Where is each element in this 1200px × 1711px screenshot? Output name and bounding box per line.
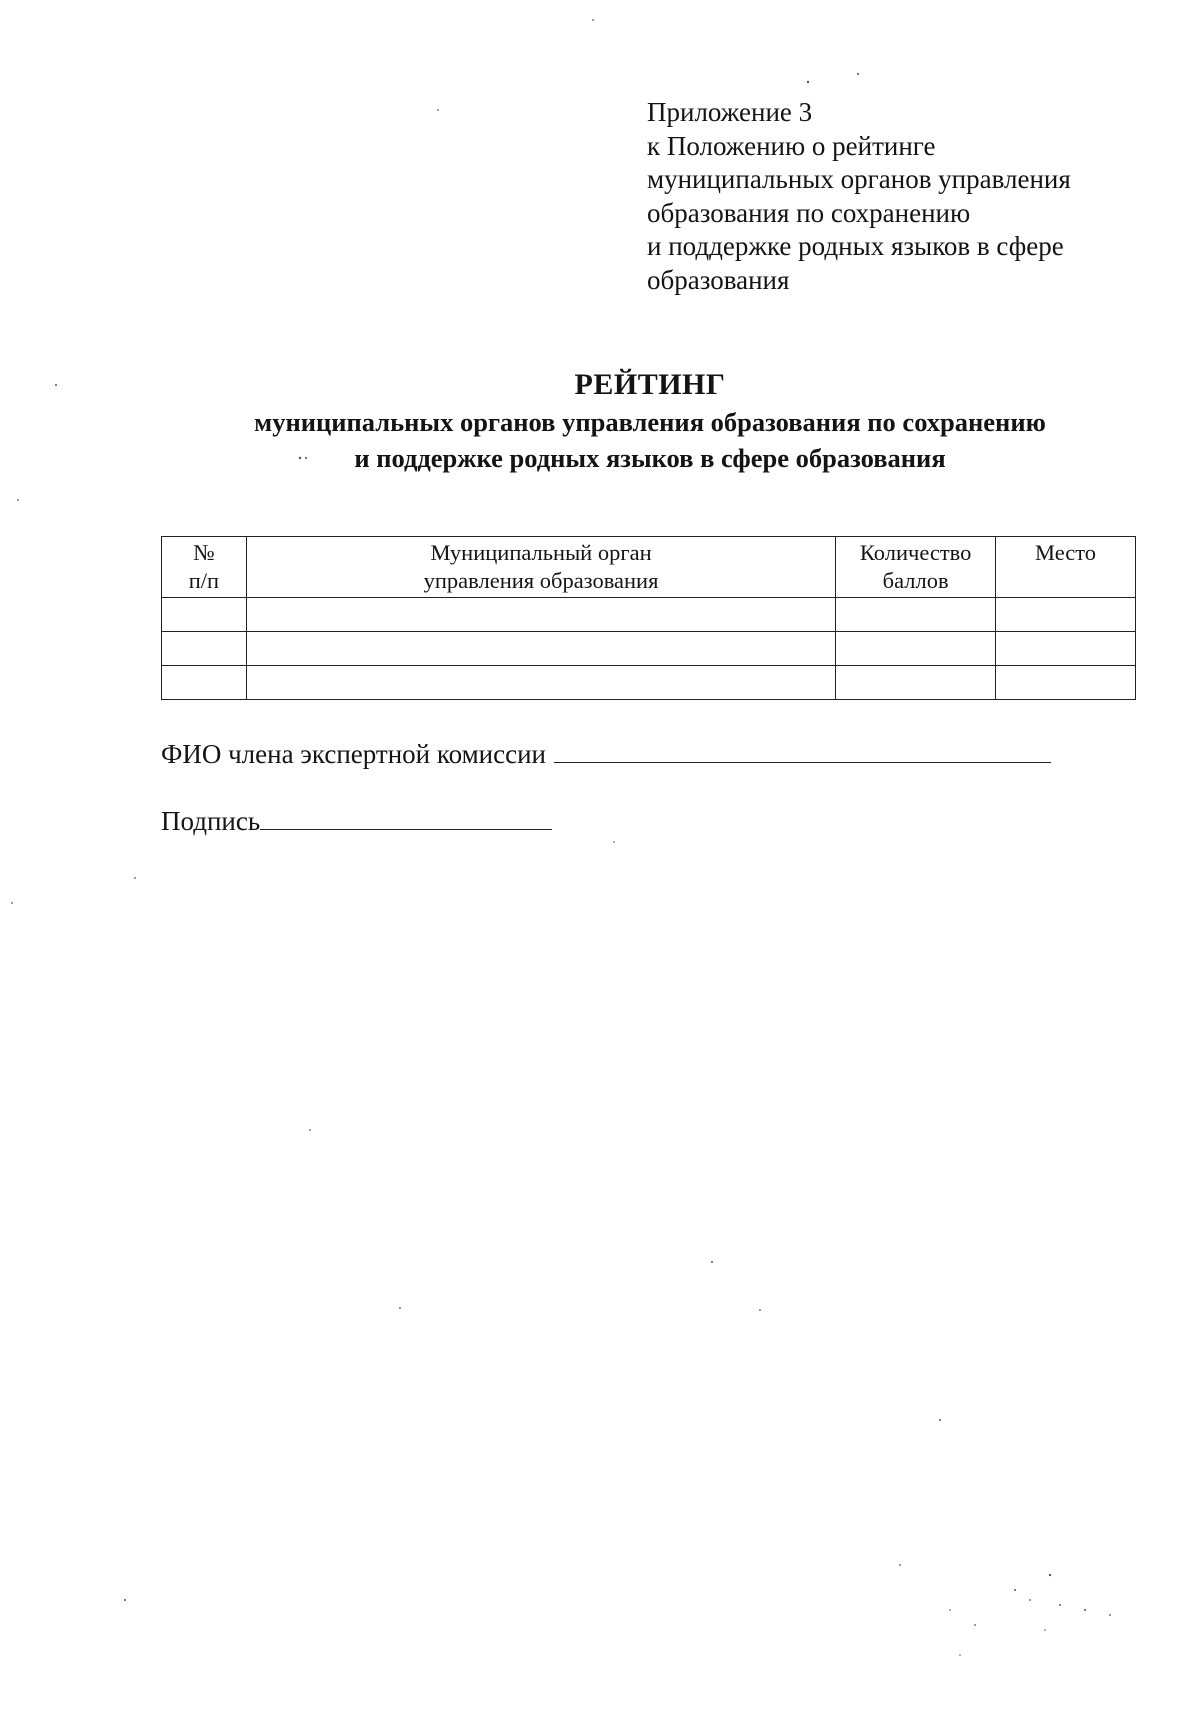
- header-organ-line1: Муниципальный орган: [430, 540, 652, 565]
- expert-name-line: [161, 739, 1051, 770]
- table-cell[interactable]: [246, 598, 835, 632]
- header-place: [996, 537, 1136, 598]
- header-points-line2: баллов: [882, 568, 949, 593]
- appendix-line: и поддержке родных языков в сфере: [647, 231, 1064, 261]
- table-cell[interactable]: [162, 598, 247, 632]
- table-cell[interactable]: [996, 598, 1136, 632]
- header-number-line2: п/п: [188, 568, 220, 593]
- table-header-row: [162, 537, 1136, 598]
- table-row: [162, 598, 1136, 632]
- document-title: [150, 366, 1150, 476]
- table-cell[interactable]: [996, 666, 1136, 700]
- title-line-2: и поддержке родных языков в сфере образования: [354, 443, 946, 473]
- table-cell[interactable]: [246, 666, 835, 700]
- table-cell[interactable]: [836, 666, 996, 700]
- expert-name-label: ФИО члена экспертной комиссии: [161, 739, 546, 769]
- title-line-1: муниципальных органов управления образования по сохранению: [254, 407, 1046, 437]
- appendix-line: образования: [647, 264, 790, 295]
- appendix-line: к Положению о рейтинге: [647, 130, 936, 161]
- header-number-line1: №: [193, 540, 215, 565]
- signature-line: [161, 806, 552, 837]
- rating-table: [161, 536, 1136, 700]
- table-cell[interactable]: [836, 632, 996, 666]
- table-row: [162, 666, 1136, 700]
- table-cell[interactable]: [162, 666, 247, 700]
- appendix-line: муниципальных органов управления: [647, 164, 1071, 194]
- appendix-line: Приложение 3: [647, 97, 813, 127]
- table-cell[interactable]: [996, 632, 1136, 666]
- header-points: [836, 537, 996, 598]
- header-number: [162, 537, 247, 598]
- table-cell[interactable]: [836, 598, 996, 632]
- signature-label: Подпись: [161, 806, 261, 836]
- header-organ: [246, 537, 835, 598]
- appendix-line: образования по сохранению: [647, 197, 971, 228]
- appendix-reference: [647, 96, 1127, 297]
- expert-name-field[interactable]: [554, 742, 1051, 763]
- header-place-line1: Место: [1035, 540, 1097, 565]
- signature-field[interactable]: [260, 809, 552, 830]
- table-cell[interactable]: [162, 632, 247, 666]
- table-cell[interactable]: [246, 632, 835, 666]
- header-points-line1: Количество: [859, 540, 972, 565]
- table-row: [162, 632, 1136, 666]
- header-organ-line2: управления образования: [423, 568, 659, 593]
- title-main: РЕЙТИНГ: [574, 368, 726, 401]
